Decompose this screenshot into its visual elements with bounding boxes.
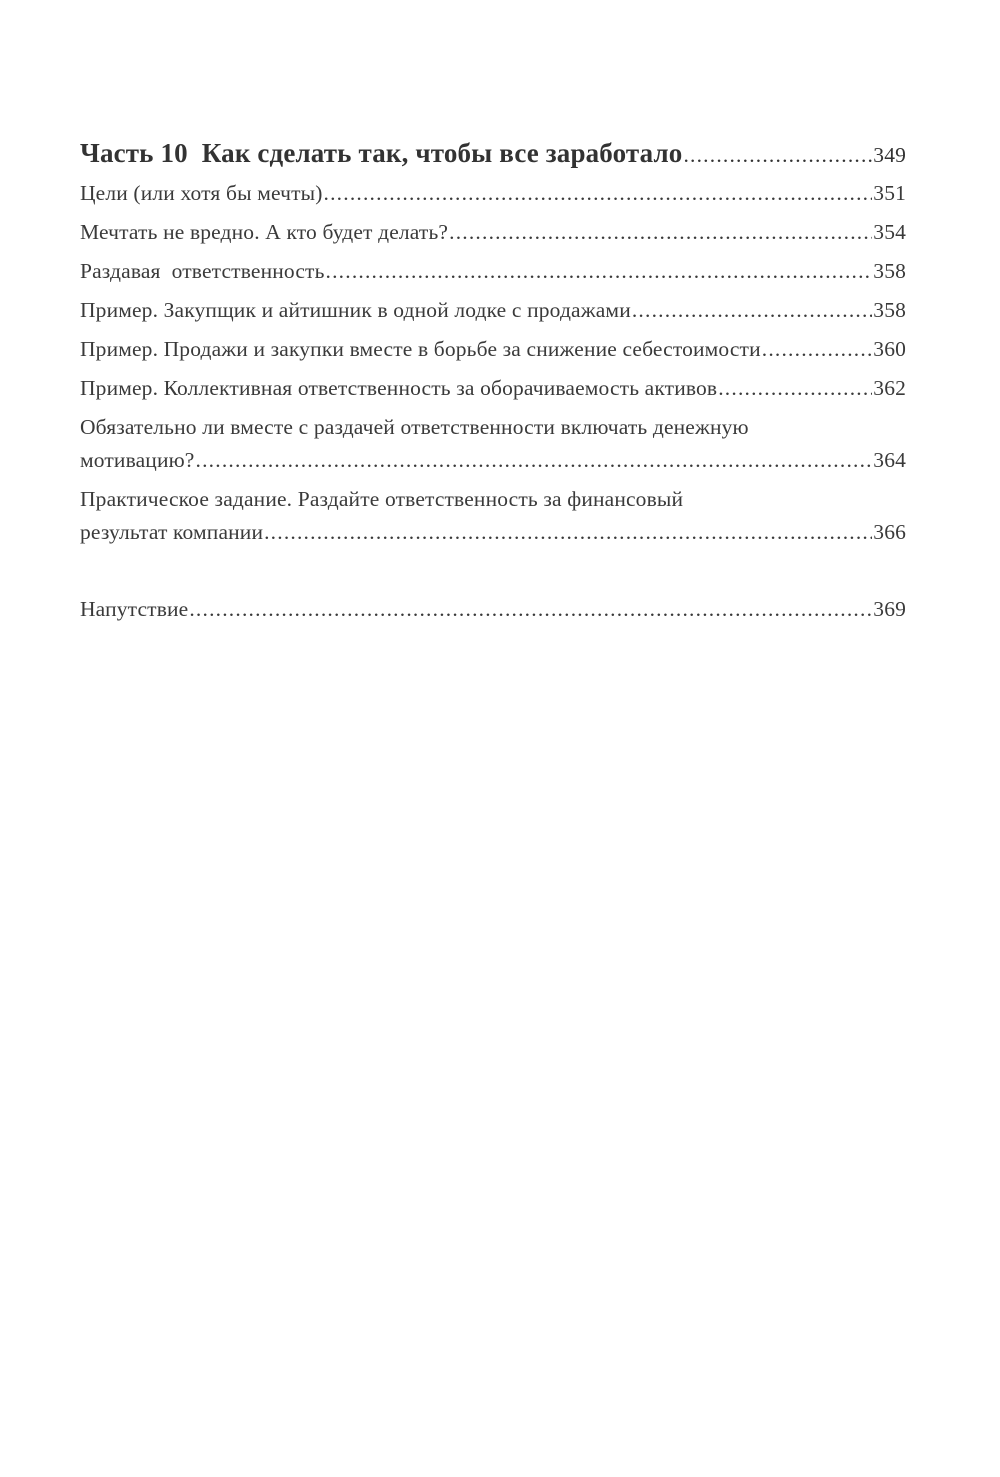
toc-entry[interactable] <box>80 372 906 405</box>
leader-dots <box>683 133 872 177</box>
toc-entry-title-line2: результат компании <box>80 520 264 544</box>
toc-page-number: 362 <box>873 376 906 400</box>
toc-page-number: 369 <box>873 597 906 621</box>
section-spacer <box>80 555 906 593</box>
toc-entry-title: Пример. Закупщик и айтишник в одной лодке с продажами <box>80 298 631 322</box>
toc-entry-title: Раздавая ответственность <box>80 259 325 283</box>
table-of-contents <box>80 131 906 632</box>
toc-entry-afterword[interactable] <box>80 593 906 626</box>
part-label: Часть 10 <box>80 138 188 168</box>
toc-page-number: 360 <box>873 337 906 361</box>
toc-entry-title-line1: Обязательно ли вместе с раздачей ответственности включать денежную <box>80 415 749 439</box>
toc-entry[interactable] <box>80 216 906 249</box>
leader-dots <box>196 444 873 477</box>
toc-entry[interactable] <box>80 255 906 288</box>
part-title: Как сделать так, чтобы все заработало <box>201 138 683 168</box>
toc-entry-multiline[interactable] <box>80 411 906 477</box>
toc-page-number: 364 <box>873 448 906 472</box>
toc-page-number: 354 <box>873 220 906 244</box>
toc-page-number: 349 <box>873 143 906 167</box>
toc-page-number: 366 <box>873 520 906 544</box>
toc-page-number: 358 <box>873 259 906 283</box>
toc-entry[interactable] <box>80 177 906 210</box>
toc-entry-title: Напутствие <box>80 597 189 621</box>
leader-dots <box>632 294 872 327</box>
toc-entry-title-line1: Практическое задание. Раздайте ответственность за финансовый <box>80 487 684 511</box>
toc-entry[interactable] <box>80 294 906 327</box>
leader-dots <box>449 216 872 249</box>
leader-dots <box>189 593 872 626</box>
toc-entry[interactable] <box>80 333 906 366</box>
leader-dots <box>324 177 873 210</box>
leader-dots <box>718 372 872 405</box>
toc-part-heading[interactable] <box>80 131 906 177</box>
toc-entry-title: Мечтать не вредно. А кто будет делать? <box>80 220 449 244</box>
leader-dots <box>762 333 873 366</box>
toc-entry-title-line2: мотивацию? <box>80 448 195 472</box>
toc-entry-title: Пример. Продажи и закупки вместе в борьбе за снижение себестоимости <box>80 337 761 361</box>
leader-dots <box>326 255 873 288</box>
toc-entry-multiline[interactable] <box>80 483 906 549</box>
toc-page-number: 358 <box>873 298 906 322</box>
toc-entry-title: Пример. Коллективная ответственность за оборачиваемость активов <box>80 376 718 400</box>
toc-entry-title: Цели (или хотя бы мечты) <box>80 181 323 205</box>
leader-dots <box>264 516 872 549</box>
toc-page-number: 351 <box>873 181 906 205</box>
